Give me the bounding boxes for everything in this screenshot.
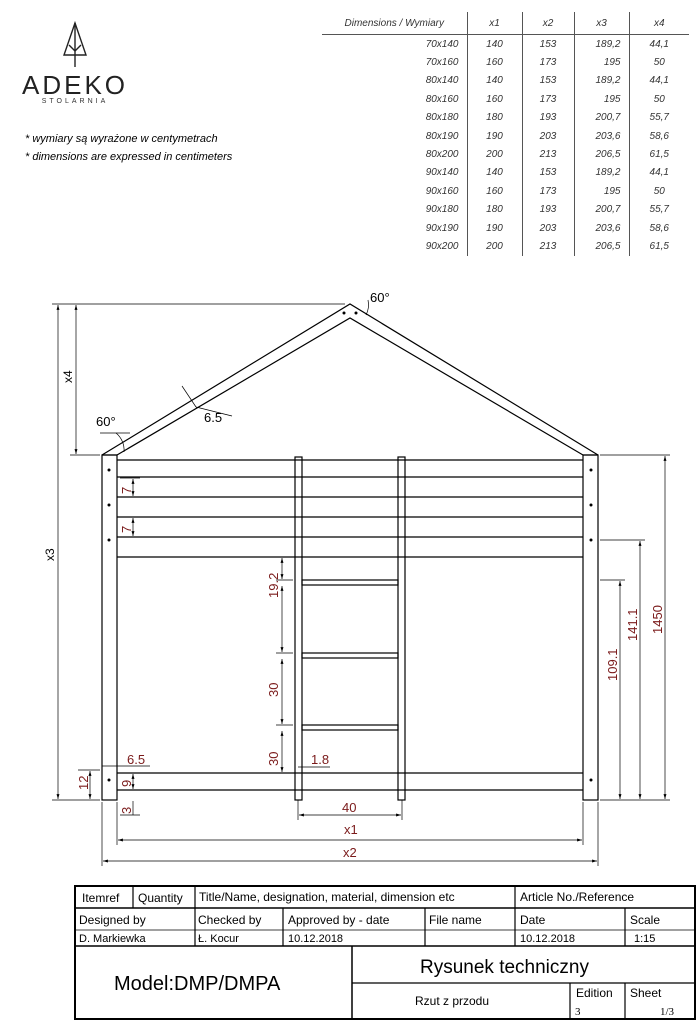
tb-designed-value: D. Markiewka <box>79 933 146 945</box>
value-cell-x2: 213 <box>522 237 574 255</box>
tb-scale-label: Scale <box>630 913 661 927</box>
label-rung: 1.8 <box>311 752 330 767</box>
tb-scale-value: 1:15 <box>634 933 656 945</box>
label-angle-top: 60° <box>370 290 390 305</box>
label-bottom-3: 3 <box>119 806 134 814</box>
header-x3: x3 <box>574 12 629 35</box>
value-cell-x1: 180 <box>467 109 522 127</box>
value-cell-x3: 200,7 <box>574 109 629 127</box>
value-cell-x2: 153 <box>522 164 574 182</box>
label-slat-2: 7 <box>119 525 134 533</box>
value-cell-x1: 190 <box>467 219 522 237</box>
label-ladder-low: 30 <box>266 751 281 766</box>
tb-view: Rzut z przodu <box>415 994 490 1008</box>
label-angle-left: 60° <box>96 414 116 429</box>
label-ladder-top: 19.2 <box>266 572 281 598</box>
label-x1: x1 <box>344 822 358 837</box>
value-cell-x4: 50 <box>629 53 689 71</box>
value-cell-x2: 173 <box>522 53 574 71</box>
label-ladder-width: 40 <box>342 800 357 815</box>
label-height-109: 109.1 <box>605 648 620 681</box>
value-cell-x4: 55,7 <box>629 109 689 127</box>
value-cell-x2: 203 <box>522 127 574 145</box>
value-cell-x3: 206,5 <box>574 237 629 255</box>
value-cell-x4: 55,7 <box>629 201 689 219</box>
label-height-1450: 1450 <box>650 605 665 634</box>
value-cell-x2: 203 <box>522 219 574 237</box>
label-x2: x2 <box>343 845 357 860</box>
value-cell-x4: 44,1 <box>629 35 689 54</box>
size-cell: 90x200 <box>425 240 459 252</box>
value-cell-x2: 193 <box>522 201 574 219</box>
size-cell: 80x200 <box>425 149 459 161</box>
value-cell-x4: 44,1 <box>629 72 689 90</box>
value-cell-x3: 200,7 <box>574 201 629 219</box>
value-cell-x2: 153 <box>522 72 574 90</box>
tb-edition-value: 3 <box>575 1006 581 1018</box>
size-cell: 90x160 <box>425 185 459 197</box>
brand-name: ADEKO <box>21 70 129 100</box>
tb-checked-label: Checked by <box>198 913 262 927</box>
size-cell: 80x190 <box>425 130 459 142</box>
brand-subtitle: STOLARNIA <box>41 98 109 105</box>
value-cell-x3: 189,2 <box>574 72 629 90</box>
tb-checked-value: Ł. Kocur <box>198 933 239 945</box>
size-cell: 80x160 <box>425 93 459 105</box>
tb-edition-label: Edition <box>576 986 613 1000</box>
value-cell-x4: 44,1 <box>629 164 689 182</box>
value-cell-x3: 189,2 <box>574 35 629 54</box>
tb-filename-label: File name <box>429 913 482 927</box>
label-bottom-9: 9 <box>119 779 134 787</box>
value-cell-x3: 206,5 <box>574 145 629 163</box>
tb-title-label: Title/Name, designation, material, dimension etc <box>199 890 455 904</box>
value-cell-x3: 203,6 <box>574 127 629 145</box>
size-cell: 90x140 <box>425 167 459 179</box>
size-cell: 70x140 <box>425 38 459 50</box>
tb-sheet-label: Sheet <box>630 986 662 1000</box>
value-cell-x2: 153 <box>522 35 574 54</box>
value-cell-x2: 173 <box>522 90 574 108</box>
value-cell-x4: 50 <box>629 90 689 108</box>
header-x4: x4 <box>629 12 689 35</box>
value-cell-x1: 140 <box>467 164 522 182</box>
size-cell: 80x180 <box>425 112 459 124</box>
value-cell-x1: 160 <box>467 182 522 200</box>
value-cell-x2: 213 <box>522 145 574 163</box>
tb-approved-label: Approved by - date <box>288 913 390 927</box>
label-height-141: 141.1 <box>625 608 640 641</box>
tb-model: Model:DMP/DMPA <box>114 973 281 995</box>
value-cell-x1: 160 <box>467 90 522 108</box>
value-cell-x2: 173 <box>522 182 574 200</box>
label-slat-1: 7 <box>119 486 134 494</box>
tb-designed-label: Designed by <box>79 913 146 927</box>
header-x2: x2 <box>522 12 574 35</box>
tb-sheet-value: 1/3 <box>660 1006 675 1018</box>
value-cell-x4: 61,5 <box>629 145 689 163</box>
value-cell-x2: 193 <box>522 109 574 127</box>
value-cell-x1: 160 <box>467 53 522 71</box>
value-cell-x1: 190 <box>467 127 522 145</box>
value-cell-x1: 200 <box>467 237 522 255</box>
header-x1: x1 <box>467 12 522 35</box>
label-x4: x4 <box>61 370 75 383</box>
value-cell-x1: 200 <box>467 145 522 163</box>
label-x3: x3 <box>43 548 57 561</box>
header-dimensions: Dimensions / Wymiary <box>322 12 467 35</box>
value-cell-x4: 58,6 <box>629 219 689 237</box>
tb-date-value: 10.12.2018 <box>520 933 576 945</box>
label-bottom-12: 12 <box>76 775 91 790</box>
label-ladder-mid: 30 <box>266 682 281 697</box>
value-cell-x3: 195 <box>574 90 629 108</box>
value-cell-x4: 58,6 <box>629 127 689 145</box>
tb-quantity-label: Quantity <box>138 891 183 905</box>
note-units-en: * dimensions are expressed in centimeters <box>25 151 233 163</box>
size-cell: 80x140 <box>425 75 459 87</box>
tb-approved-value: 10.12.2018 <box>288 933 344 945</box>
value-cell-x4: 50 <box>629 182 689 200</box>
tb-doc-title: Rysunek techniczny <box>420 957 589 978</box>
label-roof-thickness: 6.5 <box>204 410 223 425</box>
value-cell-x3: 189,2 <box>574 164 629 182</box>
note-units-pl: * wymiary są wyrażone w centymetrach <box>25 133 218 145</box>
tb-date-label: Date <box>520 913 546 927</box>
value-cell-x4: 61,5 <box>629 237 689 255</box>
tb-itemref-label: Itemref <box>82 891 120 905</box>
value-cell-x3: 195 <box>574 53 629 71</box>
size-cell: 90x190 <box>425 222 459 234</box>
label-post-width: 6.5 <box>127 752 146 767</box>
value-cell-x3: 203,6 <box>574 219 629 237</box>
size-cell: 70x160 <box>425 57 459 69</box>
value-cell-x3: 195 <box>574 182 629 200</box>
value-cell-x1: 140 <box>467 35 522 54</box>
value-cell-x1: 140 <box>467 72 522 90</box>
tb-article-label: Article No./Reference <box>520 890 635 904</box>
value-cell-x1: 180 <box>467 201 522 219</box>
size-cell: 90x180 <box>425 204 459 216</box>
